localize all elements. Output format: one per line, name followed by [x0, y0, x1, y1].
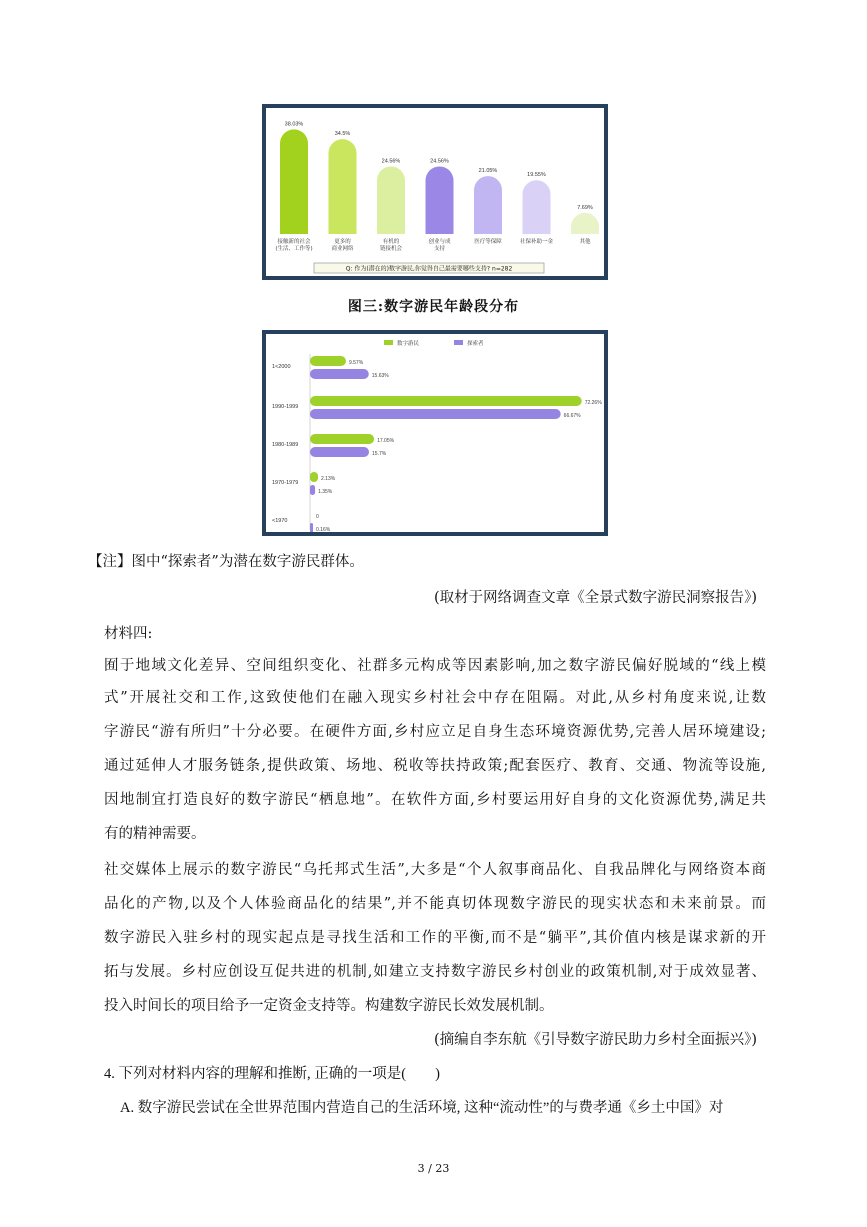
para1-line-3: 字游民“游有所归”十分必要。在硬件方面,乡村应立足自身生态环境资源优势,完善人居环境建设;	[104, 724, 766, 740]
bar-value-label-3: 24.56%	[430, 158, 449, 165]
bar-6	[571, 213, 599, 234]
question-4: 4. 下列对材料内容的理解和推断, 正确的一项是( )	[104, 1066, 440, 1082]
bar-value-label-1-1: 66.67%	[563, 413, 581, 419]
page-number: 3 / 23	[417, 1162, 450, 1175]
bar-value-label-0: 38.03%	[284, 121, 304, 128]
material-heading: 材料四:	[104, 626, 153, 642]
category-label-1: 1990-1999	[272, 404, 299, 410]
legend-label-0: 数字游民	[397, 341, 420, 347]
category-label-3-1: 支持	[433, 246, 446, 252]
para1-line-2: 式”开展社交和工作,这致使他们在融入现实乡村社会中存在阻隔。对此,从乡村角度来说,让数	[104, 690, 766, 706]
bar-value-label-0-1: 72.26%	[584, 400, 602, 406]
figure3-caption: 图三:数字游民年龄段分布	[347, 299, 520, 315]
bar-1-2	[310, 447, 369, 457]
bar-value-label-0-3: 2.13%	[321, 476, 336, 482]
bar-1	[329, 139, 357, 234]
bar-value-label-1-2: 15.7%	[372, 451, 387, 457]
para1-line-6: 有的精神需要。	[104, 826, 206, 842]
bar-value-label-6: 7.69%	[577, 204, 593, 211]
category-label-0-1: (生活、工作等)	[275, 246, 313, 252]
bar-0-0	[310, 356, 346, 366]
age-distribution-chart	[262, 330, 608, 536]
bar-value-label-5: 19.55%	[527, 172, 546, 179]
bar-4	[474, 176, 502, 234]
para2-line-2: 品化的产物,以及个人体验商品化的结果”,并不能真切体现数字游民的现实状态和未来前景。而	[104, 896, 766, 912]
para2-line-1: 社交媒体上展示的数字游民“乌托邦式生活”,大多是“个人叙事商品化、自我品牌化与网络资本商	[104, 862, 766, 878]
bar-value-label-1-3: 1.35%	[318, 489, 333, 495]
bar-value-label-1-0: 15.63%	[371, 373, 389, 379]
category-label-1-1: 商业网络	[331, 246, 354, 252]
category-label-4: <1970	[272, 518, 288, 524]
question-label: Q: 作为(潜在的)数字游民,你觉得自己最需要哪些支持? n=282	[345, 265, 513, 273]
category-label-2: 1980-1989	[272, 442, 299, 448]
bar-value-label-1-4: 0.16%	[316, 527, 331, 532]
bar-2	[377, 166, 405, 234]
option-a: A. 数字游民尝试在全世界范围内营造自己的生活环境, 这种“流动性”的与费孝通《乡土中国》对	[120, 1100, 724, 1116]
bar-value-label-0-2: 17.05%	[377, 438, 395, 444]
bar-0-1	[310, 396, 582, 406]
category-label-2-0: 有机的	[382, 239, 400, 245]
bar-value-label-4: 21.05%	[478, 168, 498, 175]
para1-line-5: 因地制宜打造良好的数字游民“栖息地”。在软件方面,乡村要运用好自身的文化资源优势,满足共	[104, 792, 766, 808]
source-citation-1: (取材于网络调查文章《全景式数字游民洞察报告》)	[433, 590, 757, 606]
age-distribution-chart-svg	[266, 334, 604, 532]
category-label-3: 1970-1979	[272, 480, 299, 486]
para1-line-4: 通过延伸人才服务链条,提供政策、场地、税收等扶持政策;配套医疗、教育、交通、物流等设施,	[104, 758, 766, 774]
bar-value-label-0-4: 0	[316, 514, 319, 520]
bar-0-3	[310, 472, 318, 482]
source-citation-2: (摘编自李东航《引导数字游民助力乡村全面振兴》)	[433, 1032, 757, 1048]
legend-swatch-1	[454, 340, 463, 345]
category-label-2-1: 链接机会	[379, 246, 403, 252]
bar-value-label-0-0: 9.57%	[348, 360, 364, 366]
category-label-5-0: 社保补助一金	[519, 239, 554, 245]
category-label-1-0: 更多的	[334, 239, 351, 245]
support-needs-chart	[262, 104, 608, 280]
bar-1-4	[310, 523, 313, 532]
bar-1-0	[310, 369, 369, 379]
category-label-4-0: 医疗等保障	[474, 239, 502, 245]
legend-swatch-0	[384, 340, 393, 345]
bar-1-1	[310, 409, 561, 419]
support-needs-chart-svg	[266, 108, 604, 276]
para1-line-1: 囿于地域文化差异、空间组织变化、社群多元构成等因素影响,加之数字游民偏好脱域的“线上模	[104, 658, 766, 674]
bar-value-label-2: 24.56%	[381, 158, 401, 165]
bar-0-2	[310, 434, 374, 444]
figure-note: 【注】图中“探索者”为潜在数字游民群体。	[88, 554, 364, 570]
category-label-6-0: 其他	[579, 239, 591, 245]
bar-3	[426, 166, 454, 234]
category-label-0-0: 接触新的社会	[277, 239, 311, 245]
bar-0	[280, 129, 308, 234]
para2-line-3: 数字游民入驻乡村的现实起点是寻找生活和工作的平衡,而不是“躺平”,其价值内核是谋求新的开	[104, 930, 766, 946]
para2-line-5: 投入时间长的项目给予一定资金支持等。构建数字游民长效发展机制。	[104, 998, 554, 1014]
para2-line-4: 拓与发展。乡村应创设互促共进的机制,如建立支持数字游民乡村创业的政策机制,对于成效显著、	[104, 964, 766, 980]
legend-label-1: 探索者	[467, 341, 484, 347]
bar-value-label-1: 34.5%	[334, 131, 351, 138]
category-label-0: 1<2000	[272, 364, 291, 370]
category-label-3-0: 创业与成	[428, 239, 451, 245]
bar-5	[523, 180, 551, 234]
bar-1-3	[310, 485, 315, 495]
